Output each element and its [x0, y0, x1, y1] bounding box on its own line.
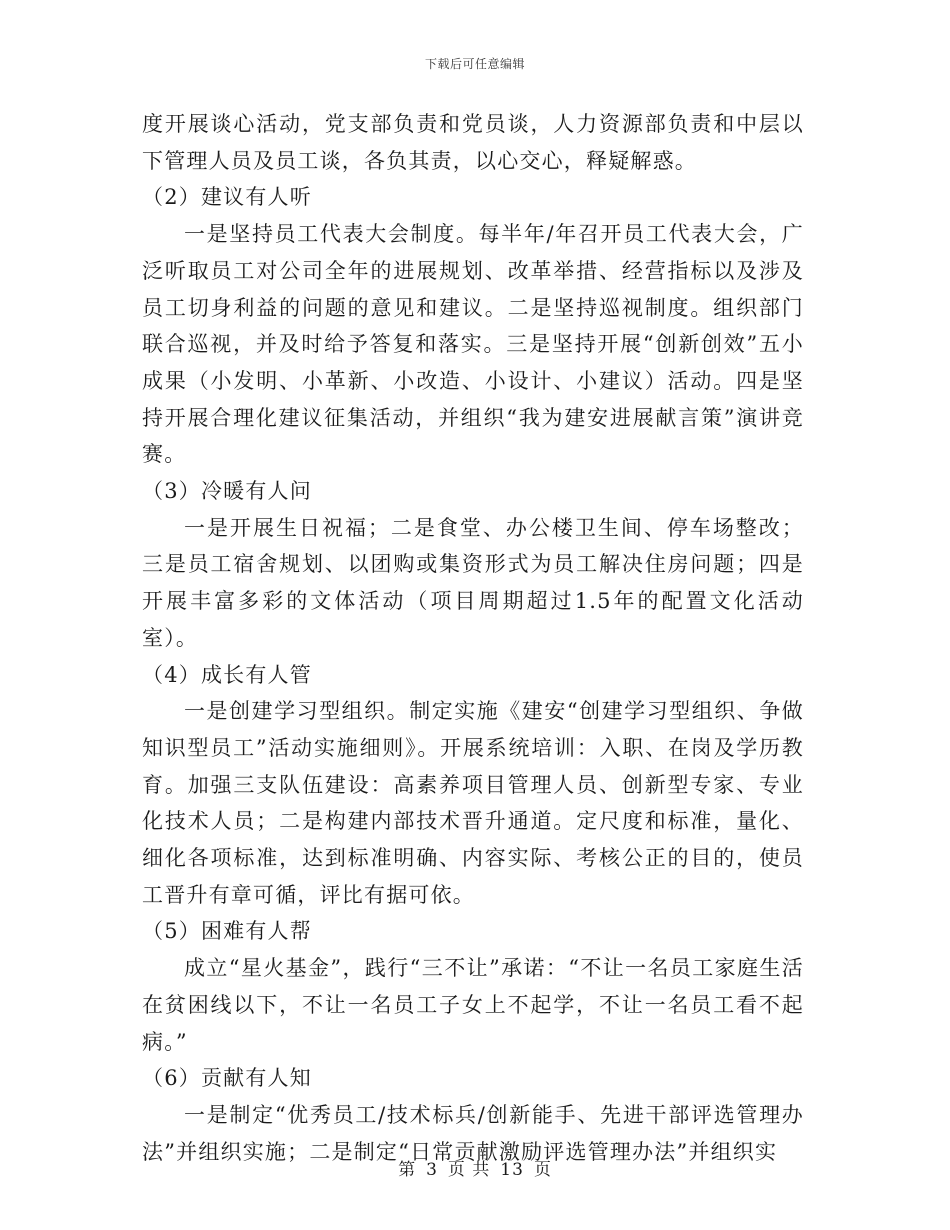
- paragraph-suggestions: 一是坚持员工代表大会制度。每半年/年召开员工代表大会，广泛听取员工对公司全年的进展规划、改革举措、经营指标以及涉及员工切身利益的问题的意见和建议。二是坚持巡视制度。组织部门联合巡视，并及时给予答复和落实。三是坚持开展“创新创效”五小成果（小发明、小革新、小改造、小设计、小建议）活动。四是坚持开展合理化建议征集活动，并组织“我为建安进展献言策”演讲竞赛。: [142, 222, 804, 467]
- section-heading-6: （6）贡献有人知: [142, 1066, 312, 1091]
- document-body: [142, 106, 804, 1170]
- section-heading-4: （4）成长有人管: [142, 662, 312, 687]
- footer-label-end: 页: [533, 1160, 552, 1180]
- section-heading-3: （3）冷暖有人问: [142, 479, 312, 504]
- paragraph-contribution: 一是制定“优秀员工/技术标兵/创新能手、先进干部评选管理办法”并组织实施；二是制定“日常贡献激励评选管理办法”并组织实: [142, 1102, 804, 1164]
- paragraph-growth: 一是创建学习型组织。制定实施《建安“创建学习型组织、争做知识型员工”活动实施细则》。开展系统培训：入职、在岗及学历教育。加强三支队伍建设：高素养项目管理人员、创新型专家、专业化技术人员；二是构建内部技术晋升通道。定尺度和标准，量化、细化各项标准，达到标准明确、内容实际、考核公正的目的，使员工晋升有章可循，评比有据可依。: [142, 699, 804, 907]
- section-heading-5: （5）困难有人帮: [142, 919, 312, 944]
- page-header: 下载后可任意编辑: [424, 57, 525, 71]
- paragraph-continuation: 度开展谈心活动，党支部负责和党员谈，人力资源部负责和中层以下管理人员及员工谈，各负其责，以心交心，释疑解惑。: [142, 112, 804, 173]
- paragraph-care: 一是开展生日祝福；二是食堂、办公楼卫生间、停车场整改；三是员工宿舍规划、以团购或集资形式为员工解决住房问题；四是开展丰富多彩的文体活动（项目周期超过1.5年的配置文化活动室）。: [142, 515, 804, 650]
- footer-label-of: 页 共: [447, 1160, 491, 1180]
- footer-total-pages: 13: [500, 1160, 524, 1180]
- footer-current-page: 3: [426, 1160, 438, 1180]
- page-footer: [0, 1155, 950, 1180]
- footer-label-page: 第: [398, 1160, 417, 1180]
- paragraph-help: 成立“星火基金”，践行“三不让”承诺：“不让一名员工家庭生活在贫困线以下，不让一名员工子女上不起学，不让一名员工看不起病。”: [142, 956, 804, 1054]
- section-heading-2: （2）建议有人听: [142, 185, 312, 210]
